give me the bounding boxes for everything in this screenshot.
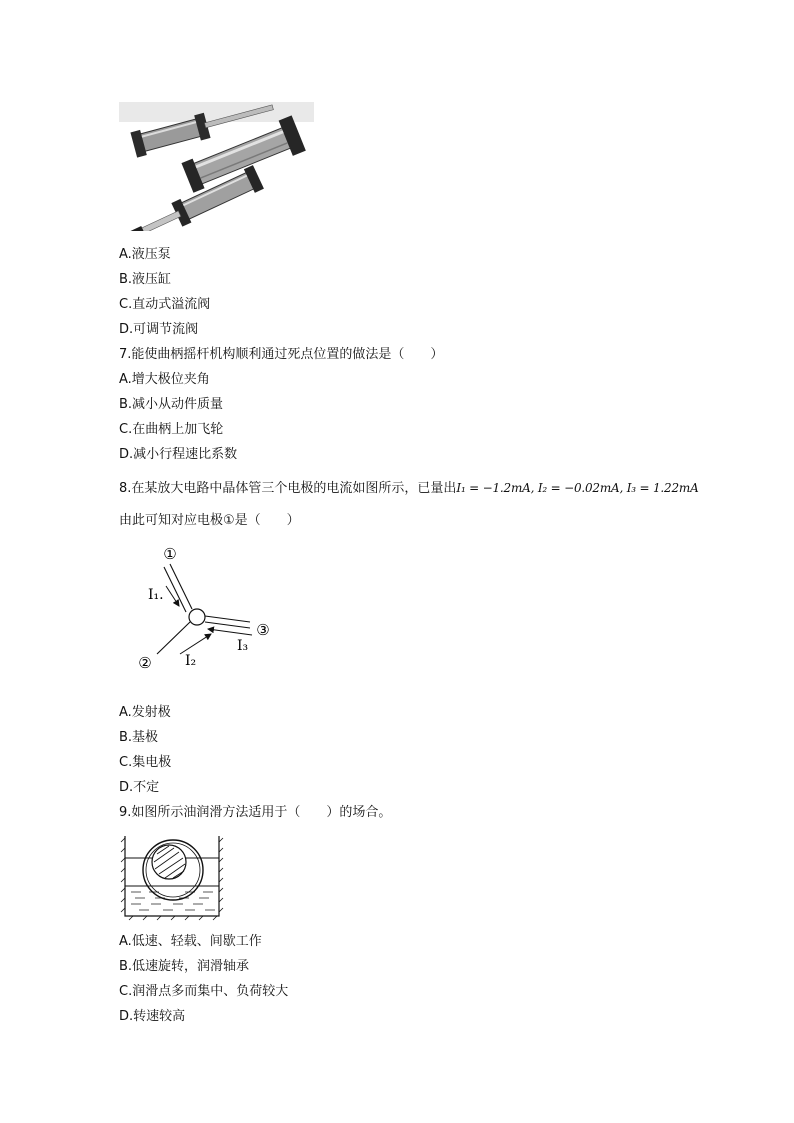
q9-option-d: D.转速较高 [119, 1009, 186, 1024]
node-2-label: ② [138, 654, 152, 672]
q8-option-d: D.不定 [119, 780, 160, 795]
q9-question: 9.如图所示油润滑方法适用于（ ）的场合。 [119, 805, 392, 820]
q8-option-c: C.集电极 [119, 755, 172, 770]
current-i2-label: I₂ [185, 653, 197, 669]
q7-question: 7.能使曲柄摇杆机构顺利通过死点位置的做法是（ ） [119, 347, 444, 362]
oil-ring-lubrication-diagram [119, 832, 225, 922]
q8-question-cont: 由此可知对应电极①是（ ） [119, 513, 300, 528]
q8-formula: I₁ = −1.2mA, I₂ = −0.02mA, I₃ = 1.22mA [456, 481, 699, 495]
q9-option-c: C.润滑点多而集中、负荷较大 [119, 984, 289, 999]
q9-option-b: B.低速旋转，润滑轴承 [119, 959, 250, 974]
q7-option-c: C.在曲柄上加飞轮 [119, 422, 224, 437]
q7-option-b: B.减小从动件质量 [119, 397, 224, 412]
q7-option-d: D.减小行程速比系数 [119, 447, 238, 462]
current-i3-label: I₃ [237, 638, 249, 654]
q6-option-a: A.液压泵 [119, 247, 171, 262]
q6-option-c: C.直动式溢流阀 [119, 297, 211, 312]
node-1-label: ① [163, 545, 177, 563]
q8-option-a: A.发射极 [119, 705, 171, 720]
q8-option-b: B.基极 [119, 730, 159, 745]
q6-option-d: D.可调节流阀 [119, 322, 199, 337]
node-3-label: ③ [256, 621, 270, 639]
q6-option-b: B.液压缸 [119, 272, 172, 287]
transistor-current-diagram [130, 542, 280, 677]
q8-question [119, 480, 699, 497]
q9-option-a: A.低速、轻载、间歇工作 [119, 934, 262, 949]
hydraulic-cylinders-photo [119, 96, 314, 231]
current-i1-label: I₁. [148, 587, 164, 603]
q8-question-text: 8.在某放大电路中晶体管三个电极的电流如图所示，已量出 [119, 481, 457, 496]
q7-option-a: A.增大极位夹角 [119, 372, 210, 387]
